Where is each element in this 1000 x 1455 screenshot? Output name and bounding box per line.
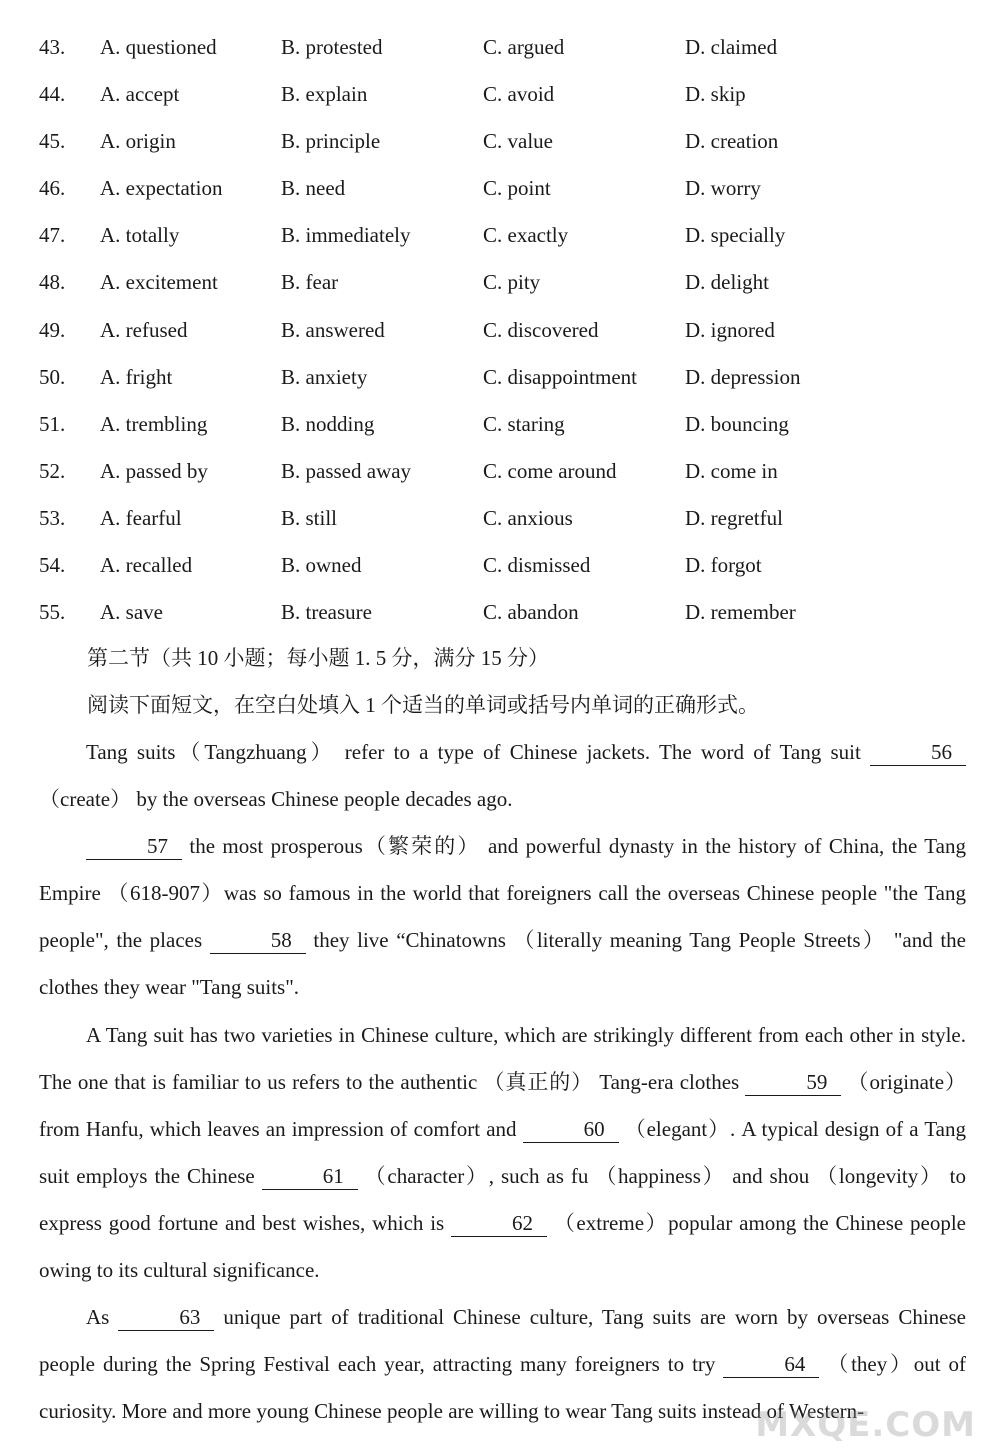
question-number: 45. — [39, 129, 66, 154]
paragraph-4 — [39, 1294, 966, 1435]
option-b[interactable]: B. fear — [281, 270, 339, 295]
question-row — [0, 169, 1000, 216]
option-c[interactable]: C. abandon — [483, 600, 579, 625]
question-row — [0, 499, 1000, 546]
option-b[interactable]: B. still — [281, 505, 338, 530]
option-d[interactable]: D. delight — [685, 270, 769, 295]
question-row — [0, 452, 1000, 499]
text: As — [86, 1305, 119, 1330]
question-number: 47. — [39, 223, 66, 248]
option-b[interactable]: B. explain — [281, 82, 368, 107]
option-d[interactable]: D. regretful — [685, 505, 783, 530]
option-c[interactable]: C. anxious — [483, 505, 573, 530]
option-c[interactable]: C. discovered — [483, 317, 599, 342]
option-b[interactable]: B. nodding — [281, 411, 375, 436]
option-d[interactable]: D. ignored — [685, 317, 775, 342]
option-c[interactable]: C. point — [483, 176, 551, 201]
blank-57[interactable]: 57 — [86, 833, 182, 860]
passage — [39, 729, 966, 1435]
option-b[interactable]: B. owned — [281, 553, 362, 578]
paragraph-2 — [39, 823, 966, 1011]
text: A Tang suit has two varieties in Chinese culture, which are strikingly different from each other in style. The one that is familiar to us refers to the authentic （真正的） Tang-era clothes — [39, 1022, 966, 1094]
text: （character）, such as fu （happiness） and shou （longevity） to express good fortune and best wishes, which is — [39, 1163, 966, 1235]
text: （originate）from Hanfu, which leaves an impression of comfort and — [39, 1069, 967, 1141]
option-a[interactable]: A. excitement — [100, 270, 218, 295]
text: （they）out of curiosity. More and more young Chinese people are willing to wear Tang suits instead of Western- — [39, 1352, 966, 1424]
question-number: 52. — [39, 458, 66, 483]
question-number: 50. — [39, 364, 66, 389]
question-row — [0, 546, 1000, 593]
option-b[interactable]: B. principle — [281, 129, 381, 154]
option-d[interactable]: D. forgot — [685, 553, 762, 578]
option-d[interactable]: D. claimed — [685, 35, 778, 59]
option-c[interactable]: C. exactly — [483, 223, 569, 248]
option-a[interactable]: A. fearful — [100, 505, 182, 530]
option-a[interactable]: A. totally — [100, 223, 180, 248]
option-d[interactable]: D. specially — [685, 223, 786, 248]
question-row — [0, 358, 1000, 405]
option-a[interactable]: A. fright — [100, 364, 173, 389]
instruction: 阅读下面短文，在空白处填入 1 个适当的单词或括号内单词的正确形式。 — [87, 693, 759, 717]
blank-62[interactable]: 62 — [451, 1210, 547, 1237]
option-c[interactable]: C. come around — [483, 458, 617, 483]
blank-63[interactable]: 63 — [118, 1304, 214, 1331]
option-a[interactable]: A. save — [100, 600, 163, 625]
question-row — [0, 311, 1000, 358]
paragraph-1 — [39, 729, 966, 823]
question-row — [0, 263, 1000, 310]
question-row — [0, 405, 1000, 452]
blank-56[interactable]: 56 — [870, 739, 966, 766]
option-c[interactable]: C. avoid — [483, 82, 555, 107]
blank-61[interactable]: 61 — [262, 1163, 358, 1190]
option-a[interactable]: A. recalled — [100, 553, 193, 578]
question-number: 51. — [39, 411, 66, 436]
blank-60[interactable]: 60 — [523, 1116, 619, 1143]
option-a[interactable]: A. expectation — [100, 176, 223, 201]
watermark-logo: MXQE.COM — [755, 1405, 976, 1445]
option-b[interactable]: B. answered — [281, 317, 385, 342]
option-d[interactable]: D. depression — [685, 364, 801, 389]
question-number: 54. — [39, 553, 66, 578]
question-number: 43. — [39, 35, 66, 59]
question-number: 53. — [39, 505, 66, 530]
option-c[interactable]: C. argued — [483, 35, 565, 59]
option-c[interactable]: C. value — [483, 129, 553, 154]
option-c[interactable]: C. staring — [483, 411, 565, 436]
blank-58[interactable]: 58 — [210, 927, 306, 954]
question-row — [0, 28, 1000, 75]
option-a[interactable]: A. accept — [100, 82, 180, 107]
blank-59[interactable]: 59 — [745, 1069, 841, 1096]
question-number: 44. — [39, 82, 66, 107]
option-a[interactable]: A. passed by — [100, 458, 208, 483]
question-row — [0, 75, 1000, 122]
question-number: 49. — [39, 317, 66, 342]
option-b[interactable]: B. treasure — [281, 600, 372, 625]
question-number: 46. — [39, 176, 66, 201]
text: Tang suits（Tangzhuang） refer to a type of Chinese jackets. The word of Tang suit — [86, 740, 870, 764]
option-c[interactable]: C. dismissed — [483, 553, 591, 578]
option-b[interactable]: B. protested — [281, 35, 383, 59]
text: unique part of traditional Chinese culture, Tang suits are worn by overseas Chinese people during the Spring Festival each year, attracting many foreigners to try — [39, 1305, 966, 1377]
question-row — [0, 593, 1000, 640]
question-row — [0, 216, 1000, 263]
option-c[interactable]: C. disappointment — [483, 364, 637, 389]
text: （elegant）. A typical design of a Tang suit employs the Chinese — [39, 1116, 966, 1188]
question-number: 48. — [39, 270, 66, 295]
option-a[interactable]: A. origin — [100, 129, 176, 154]
text: the most prosperous（繁荣的） and powerful dynasty in the history of China, the Tang Empire （618-907）was so famous in the world that foreigners call the overseas Chinese people "the Tang people", the places — [39, 834, 966, 953]
option-d[interactable]: D. skip — [685, 82, 746, 107]
option-c[interactable]: C. pity — [483, 270, 541, 295]
paragraph-3 — [39, 1012, 966, 1295]
option-a[interactable]: A. trembling — [100, 411, 208, 436]
option-b[interactable]: B. passed away — [281, 458, 412, 483]
question-row — [0, 122, 1000, 169]
option-b[interactable]: B. anxiety — [281, 364, 368, 389]
blank-64[interactable]: 64 — [723, 1351, 819, 1378]
text: they live “Chinatowns （literally meaning Tang People Streets） "and the clothes they wear "Tang suits". — [39, 928, 966, 1000]
section-title: 第二节（共 10 小题；每小题 1. 5 分，满分 15 分） — [87, 646, 549, 670]
option-b[interactable]: B. immediately — [281, 223, 411, 248]
option-d[interactable]: D. worry — [685, 176, 761, 201]
option-a[interactable]: A. refused — [100, 317, 188, 342]
question-number: 55. — [39, 600, 66, 625]
option-a[interactable]: A. questioned — [100, 35, 217, 59]
text: （create） by the overseas Chinese people decades ago. — [39, 787, 513, 812]
option-d[interactable]: D. come in — [685, 458, 778, 483]
option-list — [0, 28, 1000, 640]
option-d[interactable]: D. bouncing — [685, 411, 789, 436]
option-d[interactable]: D. creation — [685, 129, 779, 154]
text: （extreme）popular among the Chinese people owing to its cultural significance. — [39, 1210, 967, 1283]
option-d[interactable]: D. remember — [685, 600, 796, 625]
option-b[interactable]: B. need — [281, 176, 346, 201]
